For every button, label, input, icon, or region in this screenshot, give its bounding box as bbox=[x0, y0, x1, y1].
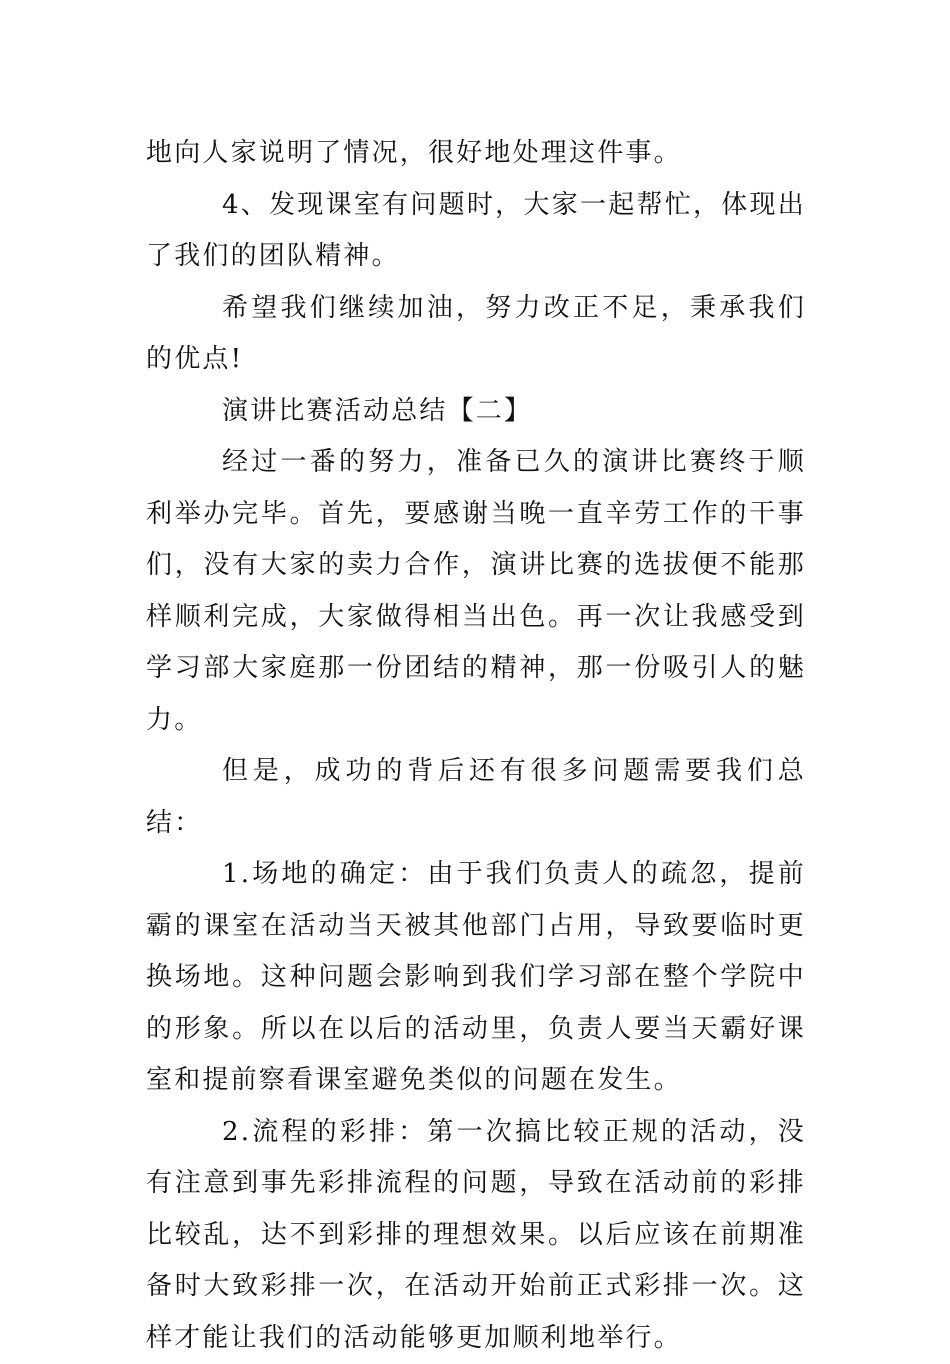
paragraph-item-1: 1.场地的确定：由于我们负责人的疏忽，提前霸的课室在活动当天被其他部门占用，导致要临时更换场地。这种问题会影响到我们学习部在整个学院中的形象。所以在以后的活动里，负责人要当天霸好课室和提前察看课室避免类似的问题在发生。 bbox=[146, 849, 806, 1107]
paragraph-problems-lead: 但是，成功的背后还有很多问题需要我们总结： bbox=[146, 746, 806, 849]
paragraph-item-4: 4、发现课室有问题时，大家一起帮忙，体现出了我们的团队精神。 bbox=[146, 180, 806, 283]
section-heading: 演讲比赛活动总结【二】 bbox=[146, 386, 806, 438]
document-body bbox=[146, 128, 806, 1364]
paragraph-intro: 经过一番的努力，准备已久的演讲比赛终于顺利举办完毕。首先，要感谢当晚一直辛劳工作的干事们，没有大家的卖力合作，演讲比赛的选拔便不能那样顺利完成，大家做得相当出色。再一次让我感受到学习部大家庭那一份团结的精神，那一份吸引人的魅力。 bbox=[146, 437, 806, 746]
paragraph-continuation: 地向人家说明了情况，很好地处理这件事。 bbox=[146, 128, 806, 180]
paragraph-item-2: 2.流程的彩排：第一次搞比较正规的活动，没有注意到事先彩排流程的问题，导致在活动前的彩排比较乱，达不到彩排的理想效果。以后应该在前期准备时大致彩排一次，在活动开始前正式彩排一次。这样才能让我们的活动能够更加顺利地举行。 bbox=[146, 1107, 806, 1364]
paragraph-closing-wish: 希望我们继续加油，努力改正不足，秉承我们的优点! bbox=[146, 283, 806, 386]
